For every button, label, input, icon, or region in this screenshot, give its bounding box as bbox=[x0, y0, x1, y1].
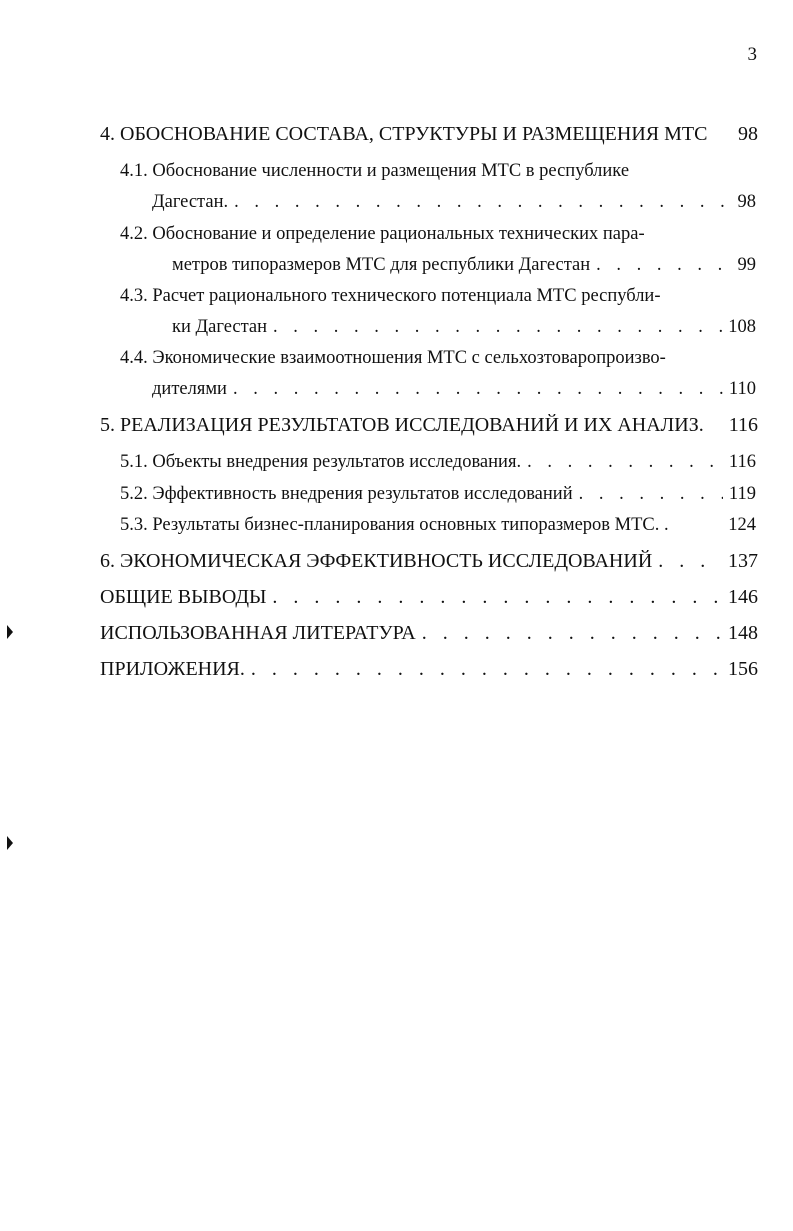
toc-entry-title: ПРИЛОЖЕНИЯ. bbox=[100, 658, 245, 680]
toc-entry-page: 156 bbox=[728, 658, 758, 680]
toc-leader-dots bbox=[273, 318, 722, 337]
toc-entry-title: Дагестан. bbox=[152, 192, 229, 212]
toc-entry-page: 119 bbox=[728, 484, 756, 504]
toc-entry-title: 6. ЭКОНОМИЧЕСКАЯ ЭФФЕКТИВНОСТЬ ИССЛЕДОВАНИЙ bbox=[100, 550, 653, 572]
scan-artifact-mark bbox=[7, 625, 13, 639]
toc-entry-title: 4.4. Экономические взаимоотношения МТС с сельхозтоваропроизво- bbox=[120, 348, 666, 368]
toc-leader-dots bbox=[251, 659, 722, 679]
toc-entry-title: 5.1. Объекты внедрения результатов исследования. bbox=[120, 452, 522, 472]
toc-entry-chapter-4[interactable] bbox=[100, 124, 758, 144]
toc-entry-title: 4.1. Обоснование численности и размещения МТС в республике bbox=[120, 161, 630, 181]
toc-entry-4-2-line-1[interactable] bbox=[120, 225, 756, 244]
toc-entry-4-3-line-1[interactable] bbox=[120, 287, 756, 306]
toc-entry-4-1-line-1[interactable] bbox=[120, 162, 756, 181]
toc-entry-page: 148 bbox=[728, 622, 758, 644]
toc-entry-4-4-line-2[interactable] bbox=[152, 380, 756, 399]
toc-entry-page: 108 bbox=[728, 317, 756, 337]
toc-entry-conclusions[interactable] bbox=[100, 587, 758, 607]
toc-entry-title: ОБЩИЕ ВЫВОДЫ bbox=[100, 586, 267, 608]
toc-entry-4-4-line-1[interactable] bbox=[120, 349, 756, 368]
toc-entry-page: 98 bbox=[737, 192, 756, 212]
toc-entry-page: 137 bbox=[728, 550, 758, 572]
toc-entry-title: 5. РЕАЛИЗАЦИЯ РЕЗУЛЬТАТОВ ИССЛЕДОВАНИЙ И ИХ АНАЛИЗ. bbox=[100, 414, 704, 436]
toc-entry-4-2-line-2[interactable] bbox=[172, 256, 756, 275]
toc-entry-title: дителями bbox=[152, 379, 227, 399]
toc-entry-title: 5.3. Результаты бизнес-планирования основных типоразмеров МТС. . bbox=[120, 515, 669, 535]
toc-entry-page: 99 bbox=[737, 255, 756, 275]
toc-entry-page: 110 bbox=[728, 379, 756, 399]
toc-entry-title: 4. ОБОСНОВАНИЕ СОСТАВА, СТРУКТУРЫ И РАЗМЕЩЕНИЯ МТС bbox=[100, 123, 708, 145]
toc-leader-dots bbox=[234, 193, 731, 212]
scan-artifact-mark bbox=[7, 836, 13, 850]
toc-entry-4-3-line-2[interactable] bbox=[172, 318, 756, 337]
toc-entry-4-1-line-2[interactable] bbox=[152, 193, 756, 212]
toc-leader-dots bbox=[579, 485, 723, 504]
toc-leader-dots bbox=[596, 256, 731, 275]
toc-entry-page: 98 bbox=[738, 123, 758, 145]
toc-entry-appendices[interactable] bbox=[100, 659, 758, 679]
toc-entry-title: 5.2. Эффективность внедрения результатов исследований bbox=[120, 484, 573, 504]
toc-leader-dots bbox=[422, 623, 722, 643]
toc-leader-dots bbox=[272, 587, 722, 607]
toc-entry-title: 4.2. Обоснование и определение рациональных технических пара- bbox=[120, 224, 645, 244]
toc-entry-page: 146 bbox=[728, 586, 758, 608]
toc-entry-literature[interactable] bbox=[100, 623, 758, 643]
toc-entry-chapter-6[interactable] bbox=[100, 551, 758, 571]
toc-entry-title: 4.3. Расчет рационального технического потенциала МТС республи- bbox=[120, 286, 661, 306]
toc-leader-dots bbox=[233, 380, 723, 399]
toc-entry-5-1[interactable] bbox=[120, 453, 756, 472]
toc-leader-dots bbox=[527, 453, 723, 472]
page-number: 3 bbox=[747, 44, 757, 65]
toc-entry-title: метров типоразмеров МТС для республики Дагестан bbox=[172, 255, 591, 275]
toc-entry-title: ИСПОЛЬЗОВАННАЯ ЛИТЕРАТУРА bbox=[100, 622, 416, 644]
toc-leader-dots bbox=[658, 551, 722, 571]
toc-entry-5-2[interactable] bbox=[120, 485, 756, 504]
toc-entry-5-3[interactable] bbox=[120, 516, 756, 535]
toc-entry-title: ки Дагестан bbox=[172, 317, 267, 337]
toc-entry-page: 124 bbox=[728, 515, 756, 535]
toc-entry-page: 116 bbox=[728, 414, 758, 436]
toc-entry-page: 116 bbox=[728, 452, 756, 472]
toc-entry-chapter-5[interactable] bbox=[100, 415, 758, 435]
